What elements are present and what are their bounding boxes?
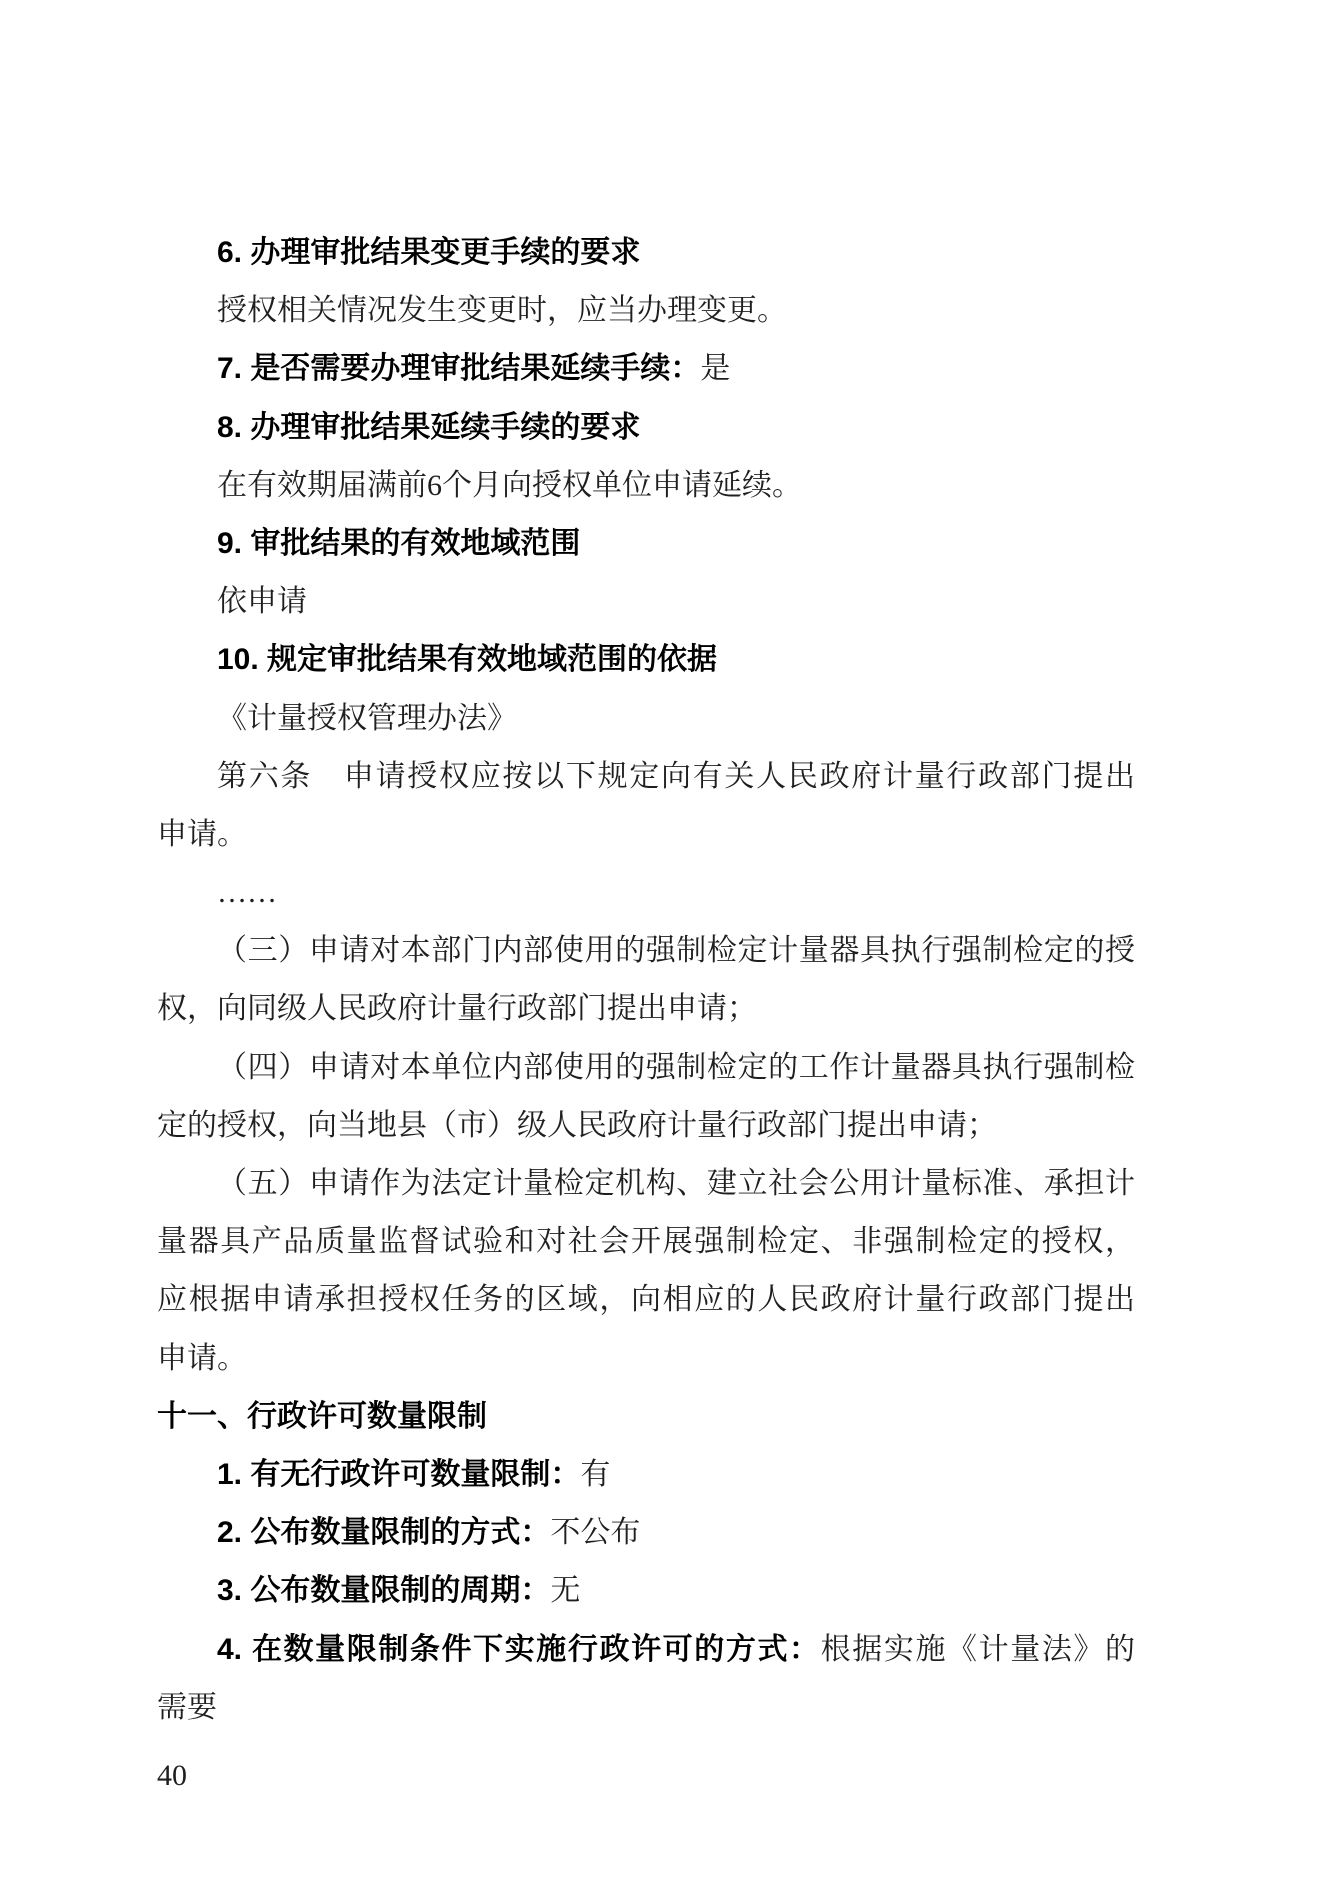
body-text: 是 — [700, 352, 731, 386]
body-text: 应根据申请承担授权任务的区域，向相应的人民政府计量行政部门提出 — [157, 1283, 1135, 1317]
text-line — [157, 457, 1135, 515]
text-line — [157, 1562, 1135, 1620]
text-line — [157, 1388, 1135, 1446]
heading-text: 3. 公布数量限制的周期： — [217, 1574, 551, 1608]
text-line — [157, 864, 1135, 922]
heading-text: 2. 公布数量限制的方式： — [217, 1516, 551, 1550]
body-text: 《计量授权管理办法》 — [217, 701, 517, 735]
body-text: 第六条 申请授权应按以下规定向有关人民政府计量行政部门提出 — [217, 759, 1135, 793]
text-line — [157, 1097, 1135, 1155]
text-line — [157, 573, 1135, 631]
body-text: 授权相关情况发生变更时，应当办理变更。 — [217, 294, 787, 328]
body-text: 量器具产品质量监督试验和对社会开展强制检定、非强制检定的授权， — [157, 1225, 1135, 1259]
text-line — [157, 399, 1135, 457]
body-text: 无 — [550, 1574, 581, 1608]
text-line — [157, 806, 1135, 864]
text-line — [157, 1039, 1135, 1097]
text-line — [157, 631, 1135, 689]
body-text: 权，向同级人民政府计量行政部门提出申请； — [157, 992, 757, 1026]
heading-text: 10. 规定审批结果有效地域范围的依据 — [217, 643, 718, 677]
heading-text: 9. 审批结果的有效地域范围 — [217, 526, 581, 560]
text-line — [157, 282, 1135, 340]
body-text: 在有效期届满前6个月向授权单位申请延续。 — [217, 468, 802, 502]
heading-text: 7. 是否需要办理审批结果延续手续： — [217, 352, 701, 386]
text-line — [157, 340, 1135, 398]
text-line — [157, 922, 1135, 980]
body-text: （四）申请对本单位内部使用的强制检定的工作计量器具执行强制检 — [217, 1050, 1135, 1084]
text-line — [157, 1330, 1135, 1388]
text-line — [157, 1504, 1135, 1562]
body-text: 需要 — [157, 1690, 217, 1724]
body-text: （五）申请作为法定计量检定机构、建立社会公用计量标准、承担计 — [217, 1167, 1135, 1200]
body-text: 根据实施《计量法》的 — [820, 1632, 1136, 1666]
heading-text: 十一、行政许可数量限制 — [157, 1399, 487, 1433]
text-line — [157, 748, 1135, 806]
heading-text: 4. 在数量限制条件下实施行政许可的方式： — [217, 1632, 821, 1666]
page-number: 40 — [157, 1759, 187, 1792]
body-text: …… — [217, 876, 277, 910]
text-line — [157, 1155, 1135, 1213]
text-line — [157, 980, 1135, 1038]
body-text: 有 — [580, 1457, 611, 1491]
heading-text: 1. 有无行政许可数量限制： — [217, 1457, 581, 1491]
document-body — [157, 224, 1135, 1737]
heading-text: 8. 办理审批结果延续手续的要求 — [217, 410, 641, 444]
text-line — [157, 224, 1135, 282]
body-text: 依申请 — [217, 585, 307, 619]
body-text: 定的授权，向当地县（市）级人民政府计量行政部门提出申请； — [157, 1108, 997, 1142]
body-text: 申请。 — [157, 817, 247, 851]
text-line — [157, 1271, 1135, 1329]
body-text: 申请。 — [157, 1341, 247, 1375]
text-line — [157, 515, 1135, 573]
body-text: （三）申请对本部门内部使用的强制检定计量器具执行强制检定的授 — [217, 934, 1135, 968]
text-line — [157, 1621, 1135, 1679]
text-line — [157, 1213, 1135, 1271]
text-line — [157, 690, 1135, 748]
text-line — [157, 1679, 1135, 1737]
text-line — [157, 1446, 1135, 1504]
body-text: 不公布 — [550, 1516, 641, 1550]
heading-text: 6. 办理审批结果变更手续的要求 — [217, 236, 641, 269]
